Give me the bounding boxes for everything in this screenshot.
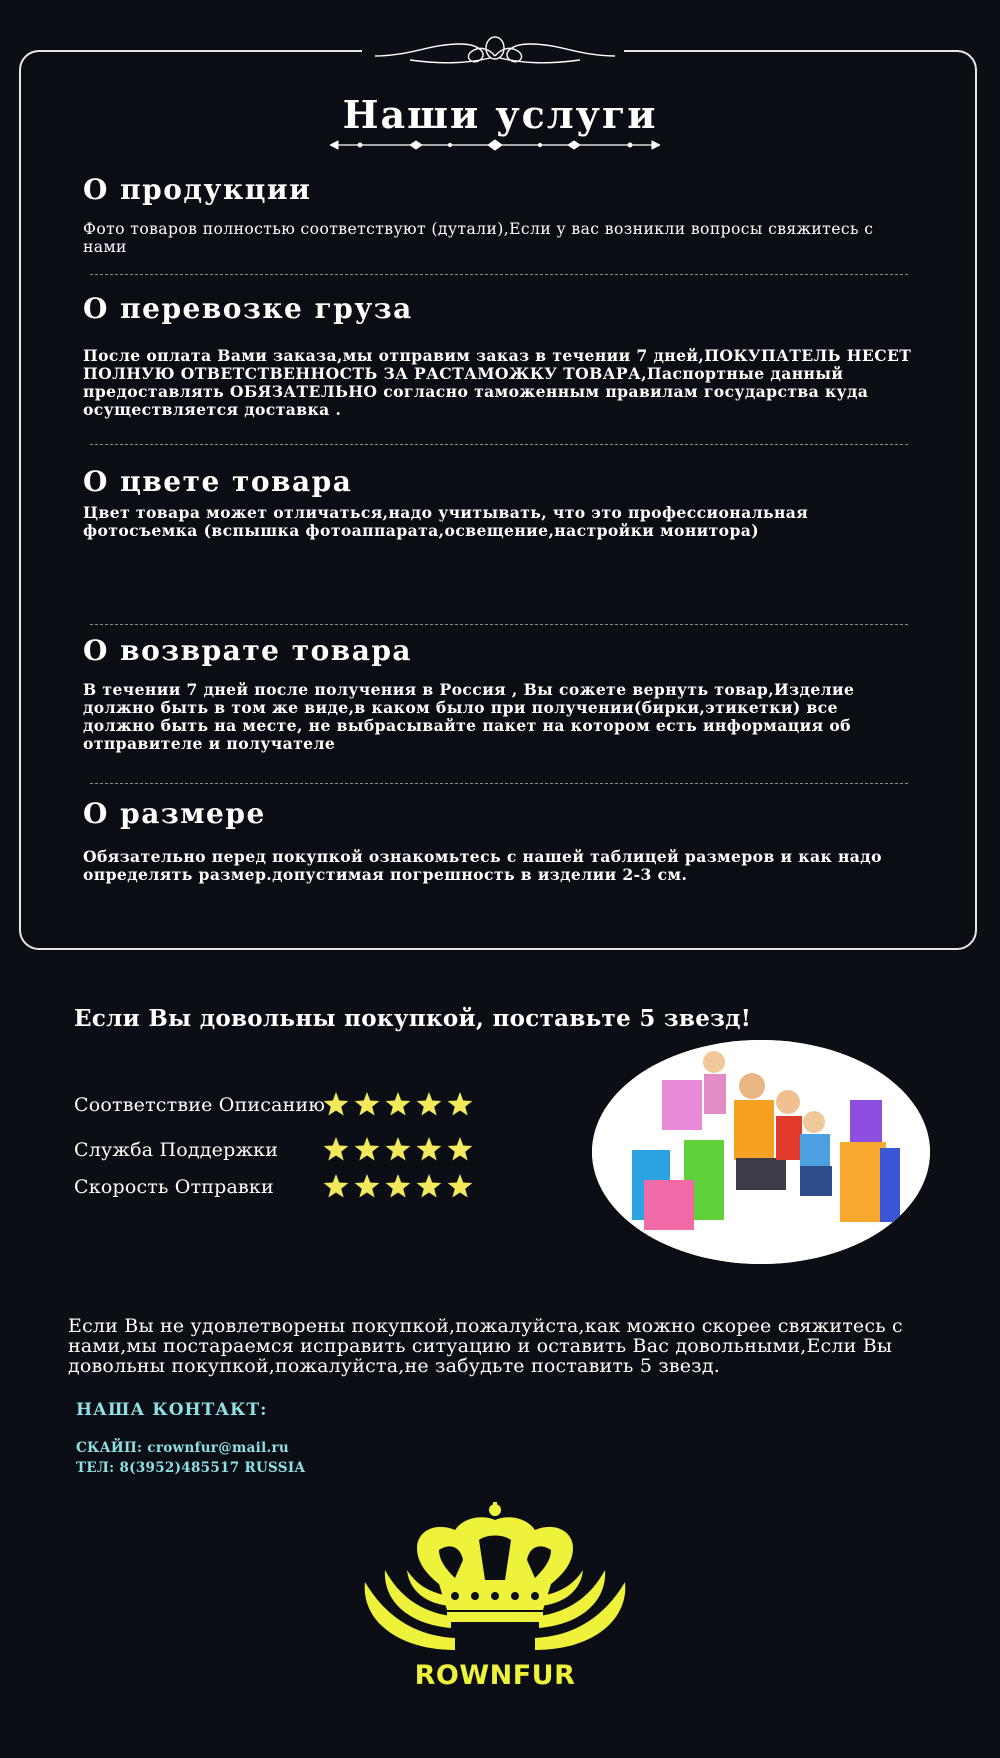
section-size [83,796,913,884]
title-ornament-icon [330,138,660,152]
section-heading: О размере [83,797,266,830]
section-body: Обязательно перед покупкой ознакомьтесь с нашей таблицей размеров и как надо определять размер.допустимая погрешность в изделии 2-3 см. [83,847,882,884]
rating-label: Служба Поддержки [74,1139,279,1161]
section-heading: О продукции [83,173,312,206]
section-divider [90,444,908,445]
section-heading: О перевозке груза [83,292,413,325]
star-icon [355,1174,380,1198]
section-body: После оплата Вами заказа,мы отправим заказ в течении 7 дней,ПОКУПАТЕЛЬ НЕСЕТ ПОЛНУЮ ОТВЕТСТВЕННОСТЬ ЗА РАСТАМОЖКУ ТОВАРА,Паспортные данный предоставлять ОБЯЗАТЕЛЬНО согласно таможенным правилам государства куда осуществляется доставка . [83,346,912,419]
services-title: Наши услуги [342,92,658,137]
family-illustration-icon [592,1040,930,1264]
star-icon [386,1174,411,1198]
section-divider [90,624,908,625]
star-icon [386,1137,411,1161]
star-icon [417,1174,442,1198]
section-divider [90,783,908,784]
logo-text: ROWNFUR [414,1660,576,1691]
five-stars-icon [322,1088,482,1122]
rating-row-support [74,1133,494,1167]
rating-row-shipping-speed [74,1170,494,1204]
star-icon [324,1174,349,1198]
section-heading: О возврате товара [83,634,413,667]
section-divider [90,274,908,275]
star-icon [448,1092,473,1116]
section-product [83,172,913,256]
contact-skype: СКАЙП: crownfur@mail.ru [76,1440,290,1456]
star-icon [324,1137,349,1161]
rating-label: Соответствие Описанию [74,1094,326,1116]
star-icon [324,1092,349,1116]
top-ornament-icon [370,30,620,70]
star-icon [355,1092,380,1116]
star-icon [448,1174,473,1198]
family-shopping-photo [592,1040,930,1264]
apology-text: Если Вы не удовлетворены покупкой,пожалуйста,как можно скорее свяжитесь с нами,мы постараемся исправить ситуацию и оставить Вас довольными,Если Вы довольны покупкой,пожалуйста,не забудьте поставить 5 звезд. [68,1315,903,1377]
star-icon [417,1092,442,1116]
rating-heading: Если Вы довольны покупкой, поставьте 5 звезд! [74,1005,752,1032]
section-shipping [83,291,913,419]
contact-phone: ТЕЛ: 8(3952)485517 RUSSIA [76,1460,306,1476]
rating-label: Скорость Отправки [74,1176,274,1198]
section-color [83,464,913,540]
star-icon [386,1092,411,1116]
section-body: Цвет товара может отличаться,надо учитывать, что это профессиональная фотосъемка (вспышка фотоаппарата,освещение,настройки монитора) [83,503,809,540]
rating-row-description [74,1088,494,1122]
five-stars-icon [322,1133,482,1167]
contact-heading: НАША КОНТАКТ: [76,1400,268,1420]
five-stars-icon [322,1170,482,1204]
star-icon [448,1137,473,1161]
section-returns [83,633,913,753]
section-heading: О цвете товара [83,465,353,498]
section-body: Фото товаров полностью соответствуют (дутали),Если у вас возникли вопросы свяжитесь с нами [83,220,874,256]
star-icon [417,1137,442,1161]
section-body: В течении 7 дней после получения в Россия , Вы сожете вернуть товар,Изделие должно быть в том же виде,в каком было при получении(бирки,этикетки) все должно быть на месте, не выбрасывайте пакет на котором есть информация об отправителе и получателе [83,680,855,753]
star-icon [355,1137,380,1161]
